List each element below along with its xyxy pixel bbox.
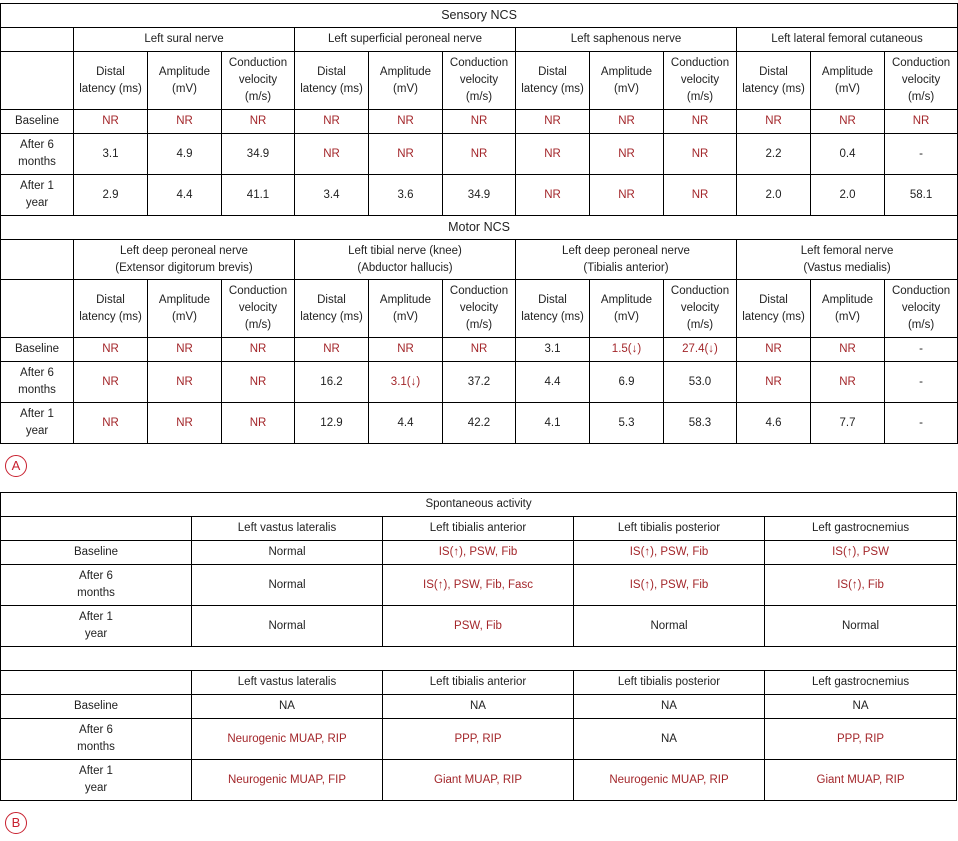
text-line: latency (ms) [300,310,363,323]
text-line: After 6 [20,139,54,151]
value-cell: NR [516,110,590,134]
value-cell: NR [811,362,885,403]
value-cell: NR [369,134,443,175]
text-line: (m/s) [244,91,272,103]
time-label: Baseline [1,338,74,362]
value-cell: 42.2 [443,403,516,444]
time-label [1,760,192,801]
muscle-header: Left tibialis anterior [383,517,574,541]
finding-cell: Normal [192,541,383,565]
value-cell: 53.0 [664,362,737,403]
finding-cell: IS(↑), PSW, Fib [574,565,765,606]
blank-cell [1,240,74,280]
text-line: velocity [459,302,499,314]
muscle-header: Left vastus lateralis [192,671,383,695]
text-line: After 6 [20,367,54,379]
amplitude-header [811,52,885,110]
text-line: (mV) [835,82,860,95]
text-line: Distal [317,293,346,306]
value-cell: 58.3 [664,403,737,444]
text-line: After 6 [79,724,113,736]
time-label [1,565,192,606]
amplitude-header [590,280,664,338]
value-cell: NR [443,110,516,134]
value-cell: NR [148,403,222,444]
value-cell: 0.4 [811,134,885,175]
text-line: latency (ms) [521,82,584,95]
amplitude-header [369,52,443,110]
finding-cell: NA [574,695,765,719]
time-label [1,134,74,175]
motor-nerve-tibial: Left tibial nerve (knee) (Abductor hallucis) [295,240,516,280]
text-line: (m/s) [465,319,493,331]
value-cell: 34.9 [443,175,516,216]
text-line: Conduction [449,285,509,297]
text-line: latency (ms) [521,310,584,323]
blank-cell [1,28,74,52]
value-cell: - [885,403,958,444]
distal-latency-header [74,52,148,110]
text-line: Amplitude [158,65,211,78]
text-line: (m/s) [244,319,272,331]
sensory-nerve-sural: Left sural nerve [74,28,295,52]
time-label [1,719,192,760]
text-line: Distal [96,293,125,306]
sensory-row-after-1-year [1,175,958,216]
finding-cell: Giant MUAP, RIP [383,760,574,801]
value-cell: NR [590,175,664,216]
text-line: months [18,156,56,168]
text-line: Distal [317,65,346,78]
value-cell: 3.6 [369,175,443,216]
amplitude-header [148,280,222,338]
text-line: Distal [96,65,125,78]
value-cell: 58.1 [885,175,958,216]
text-line: Conduction [670,285,730,297]
text-line: Conduction [891,57,951,69]
text-line: Amplitude [600,293,653,306]
muscle-header: Left gastrocnemius [765,671,957,695]
conduction-velocity-header [664,280,737,338]
text-line: year [84,628,108,640]
value-cell: - [885,338,958,362]
spont-muscle-header-row [1,517,957,541]
text-line: Conduction [228,57,288,69]
amplitude-header [811,280,885,338]
spacer-row [1,647,957,671]
muscle-header: Left tibialis anterior [383,671,574,695]
text-line: Amplitude [821,65,874,78]
value-cell: NR [295,338,369,362]
sensory-nerve-superficial-peroneal: Left superficial peroneal nerve [295,28,516,52]
muap-row-baseline [1,695,957,719]
text-line: velocity [238,302,278,314]
value-cell: 3.1 [516,338,590,362]
text-line: After 1 [20,408,54,420]
finding-cell: Neurogenic MUAP, RIP [192,719,383,760]
sensory-ncs-title: Sensory NCS [1,4,958,28]
value-cell: 27.4(↓) [664,338,737,362]
ncs-table-body [1,4,958,444]
text-line: (mV) [172,82,197,95]
value-cell: NR [74,403,148,444]
conduction-velocity-header [443,52,516,110]
distal-latency-header [737,52,811,110]
text-line: (m/s) [907,91,935,103]
text-line: Amplitude [379,65,432,78]
text-line: velocity [680,302,720,314]
muscle-header: Left vastus lateralis [192,517,383,541]
value-cell: NR [811,110,885,134]
time-label [1,606,192,647]
value-cell: 3.1(↓) [369,362,443,403]
time-label: Baseline [1,695,192,719]
value-cell: NR [516,175,590,216]
time-label: Baseline [1,541,192,565]
text-line: months [77,587,115,599]
value-cell: 2.9 [74,175,148,216]
text-line: (mV) [614,82,639,95]
amplitude-header [590,52,664,110]
finding-cell: Normal [192,606,383,647]
text-line: latency (ms) [742,310,805,323]
value-cell: 37.2 [443,362,516,403]
text-line: After 1 [79,765,113,777]
conduction-velocity-header [222,52,295,110]
spont-row-baseline [1,541,957,565]
value-cell: 5.3 [590,403,664,444]
finding-cell: Normal [765,606,957,647]
value-cell: NR [664,175,737,216]
value-cell: NR [148,338,222,362]
text-line: Distal [538,293,567,306]
text-line: latency (ms) [79,310,142,323]
spont-row-after-6-months [1,565,957,606]
text-line: velocity [459,74,499,86]
blank-cell [1,517,192,541]
value-cell: NR [590,134,664,175]
muscle-header: Left tibialis posterior [574,517,765,541]
finding-cell: Neurogenic MUAP, FIP [192,760,383,801]
value-cell: 3.1 [74,134,148,175]
value-cell: 2.0 [811,175,885,216]
text-line: Amplitude [821,293,874,306]
sensory-row-baseline [1,110,958,134]
spontaneous-activity-title: Spontaneous activity [1,493,957,517]
value-cell: 2.0 [737,175,811,216]
motor-nerve-femoral: Left femoral nerve (Vastus medialis) [737,240,958,280]
text-line: year [25,197,49,209]
value-cell: NR [443,134,516,175]
value-cell: 4.9 [148,134,222,175]
finding-cell: IS(↑), PSW, Fib [383,541,574,565]
value-cell: NR [148,110,222,134]
value-cell: - [885,362,958,403]
value-cell: NR [516,134,590,175]
text-line: Conduction [449,57,509,69]
text-line: year [25,425,49,437]
sensory-nerve-header-row [1,28,958,52]
distal-latency-header [516,52,590,110]
value-cell: NR [664,134,737,175]
value-cell: NR [369,338,443,362]
time-label [1,175,74,216]
text-line: After 1 [20,180,54,192]
conduction-velocity-header [443,280,516,338]
value-cell: NR [74,338,148,362]
text-line: (m/s) [465,91,493,103]
text-line: Conduction [670,57,730,69]
value-cell: 6.9 [590,362,664,403]
text-line: latency (ms) [742,82,805,95]
value-cell: NR [74,110,148,134]
text-line: Amplitude [379,293,432,306]
time-label [1,362,74,403]
value-cell: 4.4 [516,362,590,403]
amplitude-header [148,52,222,110]
finding-cell: NA [192,695,383,719]
value-cell: 2.2 [737,134,811,175]
text-line: (mV) [614,310,639,323]
motor-row-after-1-year [1,403,958,444]
finding-cell: IS(↑), PSW [765,541,957,565]
text-line: year [84,782,108,794]
time-label: Baseline [1,110,74,134]
finding-cell: PPP, RIP [765,719,957,760]
text-line: velocity [680,74,720,86]
value-cell: NR [295,110,369,134]
value-cell: NR [222,110,295,134]
muap-row-after-6-months [1,719,957,760]
text-line: Conduction [891,285,951,297]
value-cell: NR [222,362,295,403]
blank-cell [1,280,74,338]
blank-cell [1,52,74,110]
motor-nerve-header-row [1,240,958,280]
distal-latency-header [74,280,148,338]
value-cell: NR [74,362,148,403]
text-line: latency (ms) [300,82,363,95]
text-line: Amplitude [600,65,653,78]
muap-row-after-1-year [1,760,957,801]
finding-cell: IS(↑), Fib [765,565,957,606]
text-line: Distal [759,293,788,306]
value-cell: NR [590,110,664,134]
finding-cell: NA [574,719,765,760]
value-cell: NR [222,338,295,362]
value-cell: NR [148,362,222,403]
muscle-header: Left tibialis posterior [574,671,765,695]
finding-cell: Normal [192,565,383,606]
text-line: (m/s) [907,319,935,331]
text-line: (mV) [393,310,418,323]
finding-cell: Giant MUAP, RIP [765,760,957,801]
conduction-velocity-header [222,280,295,338]
value-cell: NR [369,110,443,134]
text-line: velocity [901,302,941,314]
value-cell: NR [737,338,811,362]
text-line: After 1 [79,611,113,623]
finding-cell: Normal [574,606,765,647]
motor-param-header-row [1,280,958,338]
muap-muscle-header-row [1,671,957,695]
sensory-nerve-lateral-femoral-cutaneous: Left lateral femoral cutaneous [737,28,958,52]
value-cell: 7.7 [811,403,885,444]
value-cell: NR [737,110,811,134]
text-line: (m/s) [686,319,714,331]
value-cell: 16.2 [295,362,369,403]
motor-row-baseline [1,338,958,362]
finding-cell: PPP, RIP [383,719,574,760]
finding-cell: IS(↑), PSW, Fib [574,541,765,565]
value-cell: 4.6 [737,403,811,444]
time-label [1,403,74,444]
emg-table [0,492,957,801]
panel-a-label: A [5,455,27,477]
distal-latency-header [295,52,369,110]
value-cell: 12.9 [295,403,369,444]
conduction-velocity-header [664,52,737,110]
text-line: Conduction [228,285,288,297]
text-line: (mV) [835,310,860,323]
finding-cell: Neurogenic MUAP, RIP [574,760,765,801]
value-cell: NR [295,134,369,175]
finding-cell: NA [383,695,574,719]
text-line: (m/s) [686,91,714,103]
motor-nerve-deep-peroneal-edb: Left deep peroneal nerve (Extensor digitorum brevis) [74,240,295,280]
distal-latency-header [295,280,369,338]
spont-row-after-1-year [1,606,957,647]
motor-row-after-6-months [1,362,958,403]
distal-latency-header [516,280,590,338]
value-cell: 1.5(↓) [590,338,664,362]
blank-cell [1,671,192,695]
text-line: velocity [238,74,278,86]
text-line: Amplitude [158,293,211,306]
value-cell: - [885,134,958,175]
value-cell: NR [222,403,295,444]
value-cell: 34.9 [222,134,295,175]
panel-b-label: B [5,812,27,834]
value-cell: NR [443,338,516,362]
blank-cell [1,647,957,671]
value-cell: 4.4 [148,175,222,216]
text-line: (mV) [393,82,418,95]
value-cell: NR [664,110,737,134]
finding-cell: IS(↑), PSW, Fib, Fasc [383,565,574,606]
text-line: Distal [538,65,567,78]
text-line: velocity [901,74,941,86]
finding-cell: NA [765,695,957,719]
sensory-nerve-saphenous: Left saphenous nerve [516,28,737,52]
conduction-velocity-header [885,52,958,110]
value-cell: NR [737,362,811,403]
value-cell: NR [811,338,885,362]
sensory-row-after-6-months [1,134,958,175]
muscle-header: Left gastrocnemius [765,517,957,541]
distal-latency-header [737,280,811,338]
motor-nerve-deep-peroneal-ta: Left deep peroneal nerve (Tibialis anterior) [516,240,737,280]
text-line: latency (ms) [79,82,142,95]
text-line: Distal [759,65,788,78]
finding-cell: PSW, Fib [383,606,574,647]
motor-ncs-title: Motor NCS [1,216,958,240]
sensory-param-header-row [1,52,958,110]
ncs-table [0,3,958,444]
amplitude-header [369,280,443,338]
value-cell: 41.1 [222,175,295,216]
value-cell: 3.4 [295,175,369,216]
conduction-velocity-header [885,280,958,338]
text-line: months [77,741,115,753]
value-cell: NR [885,110,958,134]
text-line: months [18,384,56,396]
value-cell: 4.4 [369,403,443,444]
text-line: (mV) [172,310,197,323]
text-line: After 6 [79,570,113,582]
value-cell: 4.1 [516,403,590,444]
